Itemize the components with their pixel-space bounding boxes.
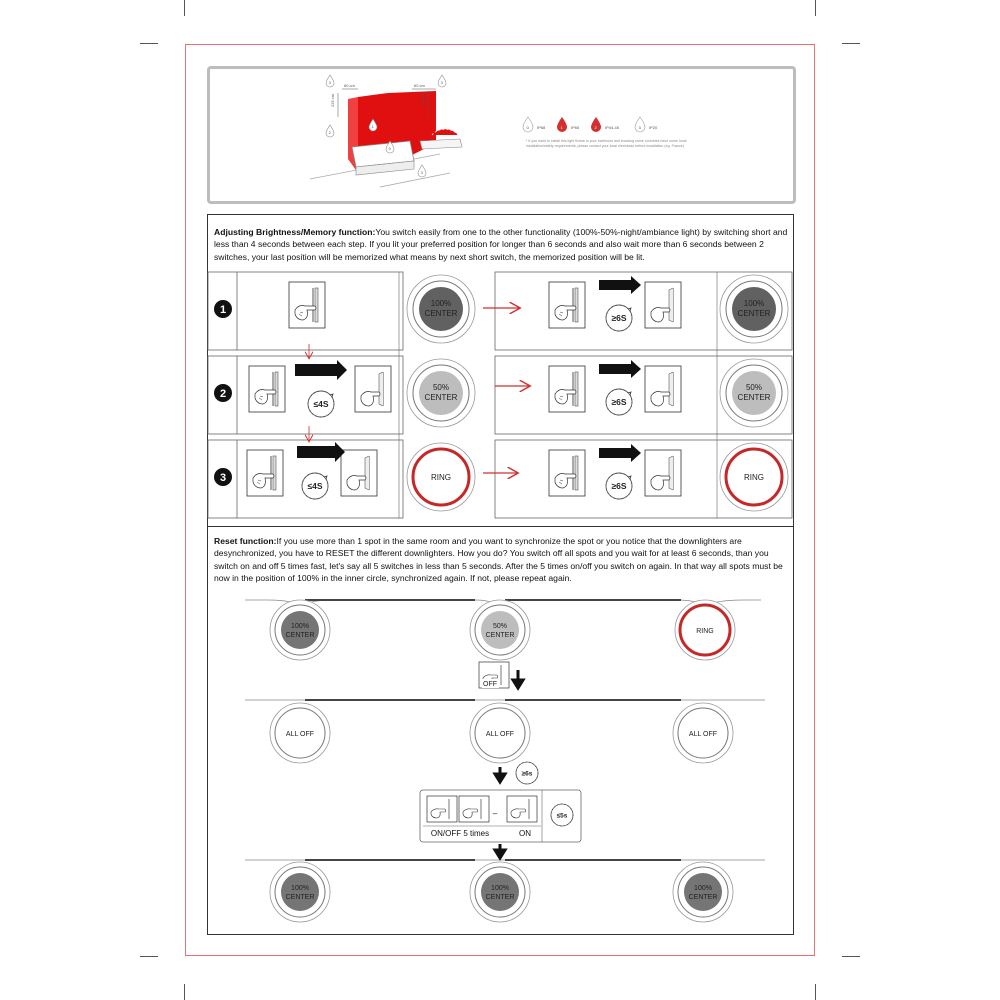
downlight-50-center [470, 600, 530, 660]
downlight-ring [720, 443, 788, 511]
switch-press-icon [341, 450, 377, 496]
switch-press-icon [427, 796, 457, 822]
brightness-paragraph [214, 226, 790, 263]
svg-text:≥6S: ≥6S [611, 481, 627, 491]
installation-note: * If you want to install this light fixture in your bathroom and knowing some countries have some local installation/safety requirements, please contact your local electrician before installation (eg. France) [526, 139, 687, 148]
arrow-right-icon [297, 446, 335, 458]
svg-text:50%: 50% [432, 383, 450, 392]
down-arrow-icon [495, 844, 505, 858]
svg-text:0: 0 [526, 125, 529, 130]
svg-text:OFF: OFF [483, 681, 497, 688]
svg-text:1: 1 [371, 124, 374, 129]
legend-zone-1 [557, 117, 580, 132]
svg-text:CENTER: CENTER [424, 393, 458, 402]
timer-icon [606, 389, 632, 415]
switch-press-icon [355, 366, 391, 412]
switch-press-icon [645, 282, 681, 328]
arrow-right-icon [599, 448, 631, 458]
dim-label: 225 cm [420, 91, 425, 105]
svg-text:100%: 100% [430, 299, 452, 308]
reset-paragraph [214, 535, 790, 585]
downlight-all-off [470, 703, 530, 763]
brightness-heading: Adjusting Brightness/Memory function: [214, 227, 376, 237]
switch-press-icon [645, 366, 681, 412]
svg-text:CENTER: CENTER [285, 632, 315, 639]
svg-text:≥6S: ≥6S [611, 313, 627, 323]
dim-label: 60 cm [414, 83, 425, 88]
legend-zone-2 [591, 117, 620, 132]
down-arrow-icon [513, 670, 523, 688]
switch-press-icon [549, 366, 585, 412]
svg-text:2: 2 [594, 125, 597, 130]
crop-mark [184, 984, 185, 1000]
svg-text:≥6S: ≥6S [611, 397, 627, 407]
zone-3-drop-icon [438, 75, 446, 87]
timer-icon [606, 305, 632, 331]
svg-text:≤4S: ≤4S [313, 399, 329, 409]
zone-3-drop-icon [418, 165, 426, 177]
svg-text:ALL OFF: ALL OFF [285, 731, 315, 738]
svg-text:CENTER: CENTER [688, 894, 718, 901]
svg-text:≤5s: ≤5s [556, 812, 568, 820]
bathroom-zones-panel [207, 66, 796, 204]
step-1-badge [214, 300, 232, 318]
svg-text:CENTER: CENTER [485, 894, 515, 901]
switch-press-icon [507, 796, 537, 822]
switch-press-icon [247, 450, 283, 496]
svg-text:≥6s: ≥6s [521, 770, 533, 778]
legend-zone-3 [635, 117, 658, 132]
step-2-badge [214, 384, 232, 402]
svg-text:IP65: IP65 [571, 125, 580, 130]
on-label: ON [519, 829, 531, 838]
switch-press-icon [549, 450, 585, 496]
svg-text:CENTER: CENTER [424, 309, 458, 318]
switch-press-icon [289, 282, 325, 328]
svg-text:CENTER: CENTER [737, 393, 771, 402]
svg-text:CENTER: CENTER [285, 894, 315, 901]
crop-mark [184, 0, 185, 16]
reset-heading: Reset function: [214, 536, 277, 546]
svg-text:≤4S: ≤4S [307, 481, 323, 491]
svg-text:3: 3 [328, 80, 331, 85]
downlight-all-off [673, 703, 733, 763]
brightness-steps-diagram [205, 268, 795, 528]
reset-text: If you use more than 1 spot in the same room and you want to synchronize the spot or you notice that the downlighters are desynchronized, you have to RESET the different downlighters. How you do? You switch off all spots and you wait for at least 6 seconds, than you switch on and off 5 times fast, let's say all 5 switches in less than 5 seconds. After the 5 times on/off you switch on again. In that way all spots must be now in the position of 100% in the inner circle, synchronized again. If not, please repeat again. [214, 536, 783, 584]
switch-press-icon [249, 366, 285, 412]
downlight-ring [675, 600, 735, 660]
timer-icon [516, 762, 538, 784]
svg-text:3: 3 [440, 80, 443, 85]
arrow-right-icon [599, 280, 631, 290]
switch-press-icon [459, 796, 489, 822]
svg-text:3: 3 [420, 170, 423, 175]
downlight-100-center [270, 862, 330, 922]
downlight-100-center [270, 600, 330, 660]
dim-label: 225 cm [330, 93, 335, 107]
svg-text:2: 2 [328, 130, 331, 135]
downlight-100-center [720, 275, 788, 343]
svg-text:ALL OFF: ALL OFF [485, 731, 515, 738]
downlight-100-center [673, 862, 733, 922]
section-divider [207, 526, 794, 527]
svg-text:100%: 100% [491, 885, 509, 892]
downlight-100-center [407, 275, 475, 343]
crop-mark [842, 43, 860, 44]
svg-text:IP68: IP68 [537, 125, 546, 130]
svg-text:RING: RING [431, 473, 451, 482]
downlight-ring [407, 443, 475, 511]
svg-text:0: 0 [388, 146, 391, 151]
svg-text:CENTER: CENTER [737, 309, 771, 318]
svg-text:RING: RING [744, 473, 764, 482]
svg-text:3: 3 [638, 125, 641, 130]
arrow-right-icon [295, 364, 337, 376]
arrow-right-icon [599, 364, 631, 374]
downlight-all-off [270, 703, 330, 763]
crop-mark [140, 956, 158, 957]
crop-mark [842, 956, 860, 957]
shower-tray [420, 139, 462, 149]
svg-text:100%: 100% [291, 623, 309, 630]
legend-zone-0 [523, 117, 546, 132]
down-arrow-icon [495, 767, 505, 782]
svg-text:ALL OFF: ALL OFF [688, 731, 718, 738]
svg-text:1: 1 [560, 125, 563, 130]
downlight-50-center [407, 359, 475, 427]
switch-press-icon [549, 282, 585, 328]
timer-icon [606, 473, 632, 499]
switch-press-icon [645, 450, 681, 496]
zone-3-drop-icon [326, 75, 334, 87]
svg-text:100%: 100% [743, 299, 765, 308]
downlight-100-center [470, 862, 530, 922]
brightness-text: You switch easily from one to the other functionality (100%-50%-night/ambiance light) by switching short and less than 4 seconds between each step. If you lit your preferred position for longer than 6 seconds and also wait more than 6 seconds between 2 switches, your last position will be memorized what means by next short switch, the memorized position will be lit. [214, 227, 788, 262]
downlight-50-center [720, 359, 788, 427]
svg-text:100%: 100% [694, 885, 712, 892]
timer-icon [308, 391, 334, 417]
crop-mark [815, 0, 816, 16]
svg-text:50%: 50% [492, 623, 508, 630]
bathroom-zones-figure [210, 69, 793, 201]
svg-text:RING: RING [696, 628, 714, 635]
switch-off-icon [479, 662, 509, 688]
dim-label: 60 cm [344, 83, 355, 88]
onoff-label: ON/OFF 5 times [430, 829, 490, 838]
svg-text:CENTER: CENTER [485, 632, 515, 639]
reset-diagram [205, 590, 795, 930]
svg-text:3: 3 [219, 472, 227, 484]
sequence-dash: – [492, 809, 498, 818]
svg-text:50%: 50% [745, 383, 763, 392]
svg-text:IP20: IP20 [649, 125, 658, 130]
svg-text:100%: 100% [291, 885, 309, 892]
zone-2-drop-icon [326, 125, 334, 137]
svg-text:2: 2 [219, 388, 227, 400]
crop-mark [815, 984, 816, 1000]
svg-text:IP44-45: IP44-45 [605, 125, 620, 130]
timer-icon [551, 804, 573, 826]
crop-mark [140, 43, 158, 44]
svg-text:1: 1 [219, 304, 227, 316]
timer-icon [302, 473, 328, 499]
step-3-badge [214, 468, 232, 486]
